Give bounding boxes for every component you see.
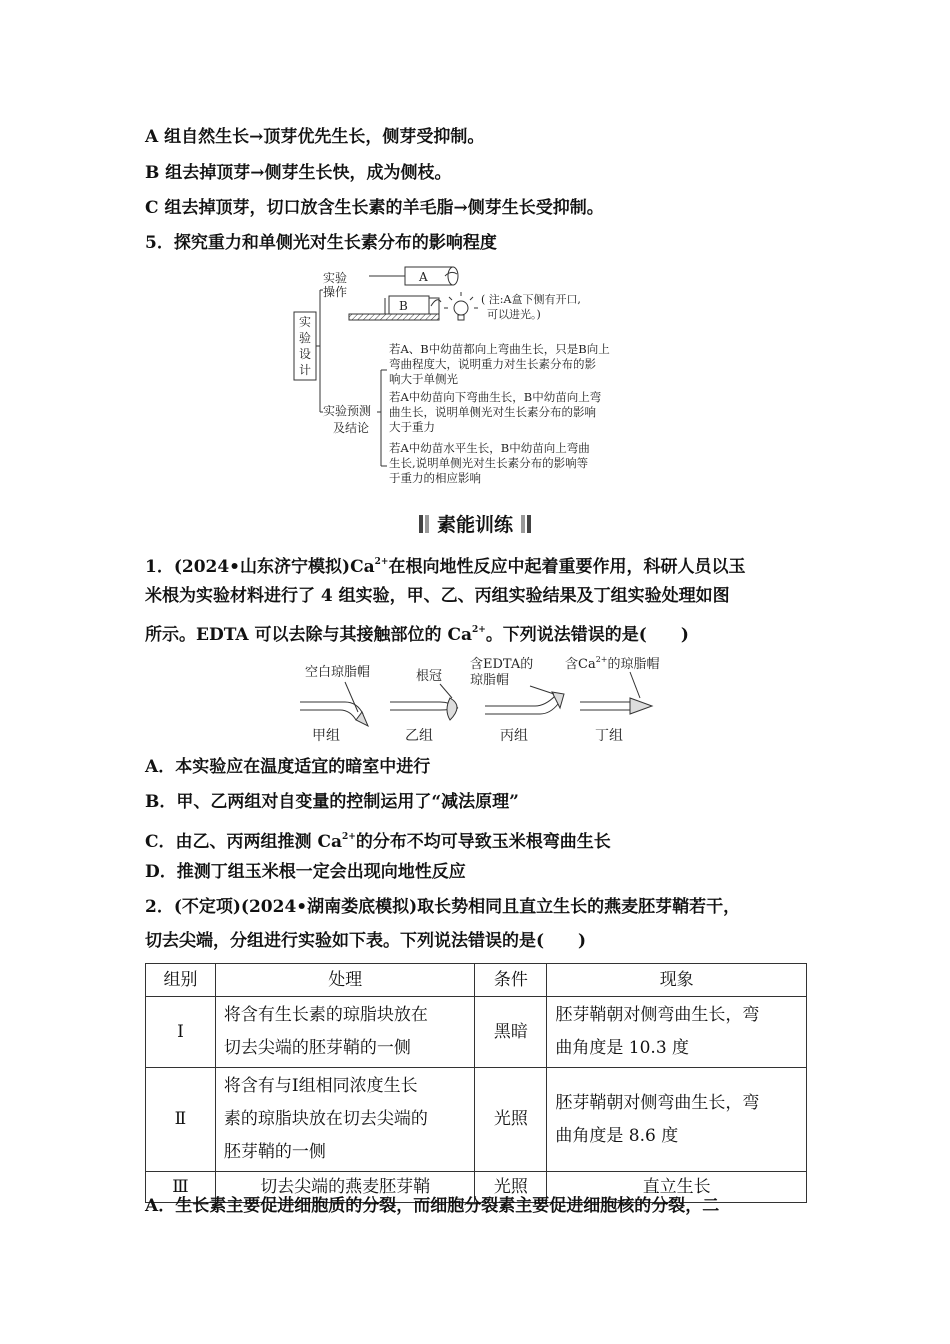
condition-cell: 黑暗 — [475, 997, 547, 1068]
table-header: 组别 — [146, 964, 216, 997]
intro-line-c: C 组去掉顶芽，切口放含生长素的羊毛脂→侧芽生长受抑制。 — [145, 198, 604, 218]
result-cell: 胚芽鞘朝对侧弯曲生长，弯 曲角度是 8.6 度 — [547, 1068, 807, 1172]
q1-option-c: C．由乙、丙两组推测 $Ca^{2+}$的分布不均可导致玉米根弯曲生长 — [145, 832, 611, 852]
note-line: 可以进光。) — [487, 308, 541, 321]
intro-line-b: B 组去掉顶芽→侧芽生长快，成为侧枝。 — [145, 163, 452, 183]
intro-line-a: A 组自然生长→顶芽优先生长，侧芽受抑制。 — [145, 127, 485, 147]
root-cap-label: 根冠 — [416, 669, 443, 684]
light-bulb-icon — [444, 292, 478, 320]
q2-line-1: 2．(不定项)(2024•湖南娄底模拟)取长势相同且直立生长的燕麦胚芽鞘若干， — [145, 897, 741, 917]
q2-line-2: 切去尖端，分组进行实验如下表。下列说法错误的是( ) — [145, 931, 587, 951]
table-header: 处理 — [215, 964, 475, 997]
conclusion-2-line: 若A中幼苗向下弯曲生长，B中幼苗向上弯 — [389, 390, 602, 404]
conclusion-3-line: 于重力的相应影响 — [389, 471, 481, 485]
box-b-label: B — [399, 299, 408, 313]
item-5-heading: 5．探究重力和单侧光对生长素分布的影响程度 — [145, 233, 497, 253]
prediction-label: 实验预测 — [323, 404, 372, 418]
conclusion-1-line: 响大于单侧光 — [389, 372, 458, 386]
root-ding — [580, 672, 652, 714]
q1-line-2: 米根为实验材料进行了 4 组实验，甲、乙、丙组实验结果及丁组实验处理如图 — [145, 586, 730, 606]
design-label-char: 验 — [298, 331, 312, 345]
box-a-pot — [448, 267, 458, 285]
result-cell: 胚芽鞘朝对侧弯曲生长，弯 曲角度是 10.3 度 — [547, 997, 807, 1068]
prediction-label: 及结论 — [333, 421, 370, 435]
title-bar-icon — [527, 515, 531, 533]
support-bar — [349, 314, 439, 320]
q1-line-3: 所示。EDTA 可以去除与其接触部位的 $Ca^{2+}$。下列说法错误的是( ) — [145, 625, 689, 645]
root-jia — [300, 682, 368, 726]
table-row — [146, 1068, 807, 1172]
group-label: 乙组 — [405, 728, 433, 744]
experiment-design-diagram — [285, 262, 675, 492]
condition-cell: 光照 — [475, 1068, 547, 1172]
edta-cap-label: 琼脂帽 — [470, 673, 510, 688]
table-row — [146, 997, 807, 1068]
conclusion-2-line: 曲生长，说明单侧光对生长素分布的影响 — [389, 405, 596, 419]
design-label-char: 实 — [298, 315, 312, 329]
q2-option-a: A．生长素主要促进细胞质的分裂，而细胞分裂素主要促进细胞核的分裂，二 — [145, 1196, 720, 1216]
operation-label: 操作 — [323, 285, 348, 299]
box-b — [389, 296, 429, 314]
title-bar-icon — [419, 515, 423, 533]
design-label-char: 设 — [298, 347, 312, 361]
root-yi — [390, 684, 458, 720]
conclusion-2-line: 大于重力 — [389, 420, 435, 434]
treatment-cell: 将含有生长素的琼脂块放在 切去尖端的胚芽鞘的一侧 — [215, 997, 475, 1068]
title-bar-icon — [425, 515, 429, 533]
q1-option-d: D．推测丁组玉米根一定会出现向地性反应 — [145, 862, 466, 882]
root-groups-diagram — [290, 650, 670, 750]
group-cell: Ⅰ — [146, 997, 216, 1068]
conclusion-3-line: 若A中幼苗水平生长，B中幼苗向上弯曲 — [389, 441, 590, 455]
ca-cap-label: 含$Ca^{2+}$的琼脂帽 — [565, 655, 660, 672]
section-title — [0, 510, 950, 537]
box-a — [405, 267, 453, 285]
note-line: ( 注:A盒下侧有开口, — [481, 293, 581, 306]
group-label: 丙组 — [500, 728, 528, 744]
root-bing — [485, 686, 564, 714]
conclusion-1-line: 弯曲程度大，说明重力对生长素分布的影 — [389, 357, 596, 371]
condition-cell: 光照 — [475, 1172, 547, 1203]
operation-label: 实验 — [323, 271, 348, 285]
table-header: 现象 — [547, 964, 807, 997]
treatment-cell: 切去尖端的燕麦胚芽鞘 — [215, 1172, 475, 1203]
experiment-table — [145, 963, 807, 1203]
table-header: 条件 — [475, 964, 547, 997]
q1-line-1: 1．(2024•山东济宁模拟)$Ca^{2+}$在根向地性反应中起着重要作用，科研人员以玉 — [145, 557, 746, 577]
conclusion-1-line: 若A、B中幼苗都向上弯曲生长，只是B向上 — [389, 342, 610, 356]
group-label: 甲组 — [312, 728, 340, 744]
group-cell: Ⅲ — [146, 1172, 216, 1203]
box-a-label: A — [419, 270, 428, 284]
blank-cap-label: 空白琼脂帽 — [305, 665, 371, 680]
title-bar-icon — [521, 515, 525, 533]
design-label-char: 计 — [298, 363, 312, 377]
section-title-text: 素能训练 — [436, 514, 513, 536]
q1-option-a: A．本实验应在温度适宜的暗室中进行 — [145, 757, 431, 777]
box-b-pot — [429, 298, 439, 314]
q1-option-b: B．甲、乙两组对自变量的控制运用了“减法原理” — [145, 792, 519, 812]
group-label: 丁组 — [595, 728, 623, 744]
result-cell: 直立生长 — [547, 1172, 807, 1203]
treatment-cell: 将含有与Ⅰ组相同浓度生长 素的琼脂块放在切去尖端的 胚芽鞘的一侧 — [215, 1068, 475, 1172]
conclusion-3-line: 生长,说明单侧光对生长素分布的影响等 — [389, 456, 589, 470]
group-cell: Ⅱ — [146, 1068, 216, 1172]
table-header-row — [146, 964, 807, 997]
edta-cap-label: 含EDTA的 — [470, 657, 534, 672]
